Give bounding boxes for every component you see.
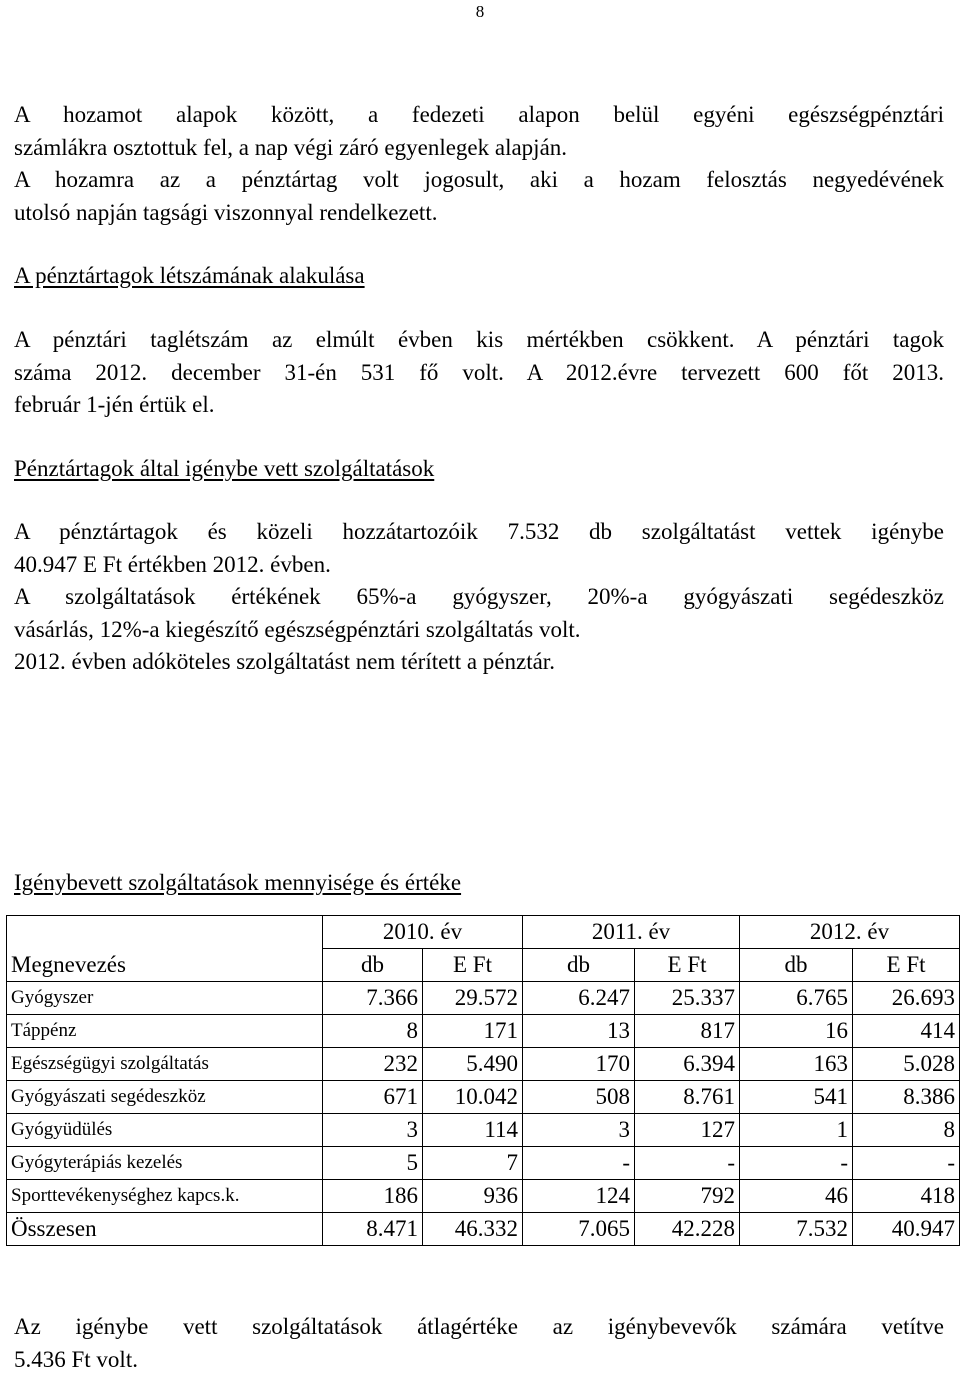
total-cell: 7.065 <box>523 1213 635 1246</box>
paragraph-line: száma 2012. december 31-én 531 fő volt. A 2012.évre tervezett 600 főt 2013. <box>14 357 944 390</box>
total-cell: 8.471 <box>323 1213 423 1246</box>
table-cell: 8 <box>323 1015 423 1048</box>
total-cell: 40.947 <box>853 1213 960 1246</box>
section-heading-membership: A pénztártagok létszámának alakulása <box>14 260 944 293</box>
table-cell: 29.572 <box>423 982 523 1015</box>
year-header: 2011. év <box>523 916 740 949</box>
table-row <box>7 1147 960 1180</box>
table-cell: 3 <box>523 1114 635 1147</box>
year-header: 2012. év <box>740 916 960 949</box>
closing-paragraph <box>14 1311 944 1376</box>
total-cell: 46.332 <box>423 1213 523 1246</box>
membership-paragraph <box>14 324 944 422</box>
table-cell: 16 <box>740 1015 853 1048</box>
table-cell: 671 <box>323 1081 423 1114</box>
table-cell: 792 <box>635 1180 740 1213</box>
table-cell: 6.765 <box>740 982 853 1015</box>
paragraph-line: 5.436 Ft volt. <box>14 1344 944 1376</box>
paragraph-line: 40.947 E Ft értékben 2012. évben. <box>14 549 944 582</box>
table-cell: 5 <box>323 1147 423 1180</box>
column-header: E Ft <box>423 949 523 982</box>
table-cell: 7.366 <box>323 982 423 1015</box>
row-label: Gyógyászati segédeszköz <box>7 1081 323 1114</box>
paragraph-line: 2012. évben adóköteles szolgáltatást nem térített a pénztár. <box>14 646 944 679</box>
column-header: E Ft <box>853 949 960 982</box>
table-cell: 127 <box>635 1114 740 1147</box>
table-cell: 25.337 <box>635 982 740 1015</box>
paragraph-line: A pénztártagok és közeli hozzátartozóik 7.532 db szolgáltatást vettek igénybe <box>14 516 944 549</box>
table-header-row <box>7 949 960 982</box>
table-cell: 163 <box>740 1048 853 1081</box>
column-header: db <box>523 949 635 982</box>
name-header: Megnevezés <box>7 949 323 982</box>
table-cell: 418 <box>853 1180 960 1213</box>
table-row <box>7 1180 960 1213</box>
table-cell: 13 <box>523 1015 635 1048</box>
table-cell: - <box>635 1147 740 1180</box>
table-cell: 414 <box>853 1015 960 1048</box>
table-row <box>7 982 960 1015</box>
column-header: db <box>323 949 423 982</box>
table-cell: 8 <box>853 1114 960 1147</box>
table-row <box>7 1081 960 1114</box>
table-cell: 8.761 <box>635 1081 740 1114</box>
table-cell: 6.247 <box>523 982 635 1015</box>
table-cell: 124 <box>523 1180 635 1213</box>
table-cell: - <box>740 1147 853 1180</box>
row-label: Egészségügyi szolgáltatás <box>7 1048 323 1081</box>
table-cell: 3 <box>323 1114 423 1147</box>
services-table <box>6 915 960 1246</box>
intro-line: utolsó napján tagsági viszonnyal rendelkezett. <box>14 197 944 230</box>
total-label: Összesen <box>7 1213 323 1246</box>
table-cell: 7 <box>423 1147 523 1180</box>
table-cell: - <box>523 1147 635 1180</box>
intro-paragraph <box>14 99 944 229</box>
paragraph-line: A szolgáltatások értékének 65%-a gyógyszer, 20%-a gyógyászati segédeszköz <box>14 581 944 614</box>
table-cell: 1 <box>740 1114 853 1147</box>
table-cell: 46 <box>740 1180 853 1213</box>
row-label: Gyógyüdülés <box>7 1114 323 1147</box>
intro-line: A hozamra az a pénztártag volt jogosult, aki a hozam felosztás negyedévének <box>14 164 944 197</box>
table-corner-cell <box>7 916 323 949</box>
year-header: 2010. év <box>323 916 523 949</box>
row-label: Gyógyterápiás kezelés <box>7 1147 323 1180</box>
row-label: Sporttevékenységhez kapcs.k. <box>7 1180 323 1213</box>
table-cell: 5.490 <box>423 1048 523 1081</box>
page-number: 8 <box>0 2 960 22</box>
table-cell: 171 <box>423 1015 523 1048</box>
table-cell: 10.042 <box>423 1081 523 1114</box>
table-row <box>7 1015 960 1048</box>
section-heading-table: Igénybevett szolgáltatások mennyisége és értéke <box>14 867 944 900</box>
intro-line: számlákra osztottuk fel, a nap végi záró egyenlegek alapján. <box>14 132 944 165</box>
table-cell: 817 <box>635 1015 740 1048</box>
intro-line: A hozamot alapok között, a fedezeti alapon belül egyéni egészségpénztári <box>14 99 944 132</box>
section-heading-services: Pénztártagok által igénybe vett szolgáltatások <box>14 453 944 486</box>
table-cell: - <box>853 1147 960 1180</box>
total-cell: 7.532 <box>740 1213 853 1246</box>
table-cell: 26.693 <box>853 982 960 1015</box>
table-row <box>7 1048 960 1081</box>
column-header: E Ft <box>635 949 740 982</box>
table-cell: 5.028 <box>853 1048 960 1081</box>
paragraph-line: vásárlás, 12%-a kiegészítő egészségpénztári szolgáltatás volt. <box>14 614 944 647</box>
paragraph-line: február 1-jén értük el. <box>14 389 944 422</box>
table-cell: 8.386 <box>853 1081 960 1114</box>
table-row <box>7 1114 960 1147</box>
table-cell: 232 <box>323 1048 423 1081</box>
total-cell: 42.228 <box>635 1213 740 1246</box>
table-cell: 541 <box>740 1081 853 1114</box>
table-year-row <box>7 916 960 949</box>
row-label: Gyógyszer <box>7 982 323 1015</box>
paragraph-line: Az igénybe vett szolgáltatások átlagértéke az igénybevevők számára vetítve <box>14 1311 944 1344</box>
table-cell: 6.394 <box>635 1048 740 1081</box>
column-header: db <box>740 949 853 982</box>
row-label: Táppénz <box>7 1015 323 1048</box>
table-cell: 936 <box>423 1180 523 1213</box>
table-cell: 186 <box>323 1180 423 1213</box>
table-total-row <box>7 1213 960 1246</box>
table-cell: 114 <box>423 1114 523 1147</box>
services-paragraph <box>14 516 944 679</box>
table-cell: 508 <box>523 1081 635 1114</box>
table-cell: 170 <box>523 1048 635 1081</box>
paragraph-line: A pénztári taglétszám az elmúlt évben kis mértékben csökkent. A pénztári tagok <box>14 324 944 357</box>
